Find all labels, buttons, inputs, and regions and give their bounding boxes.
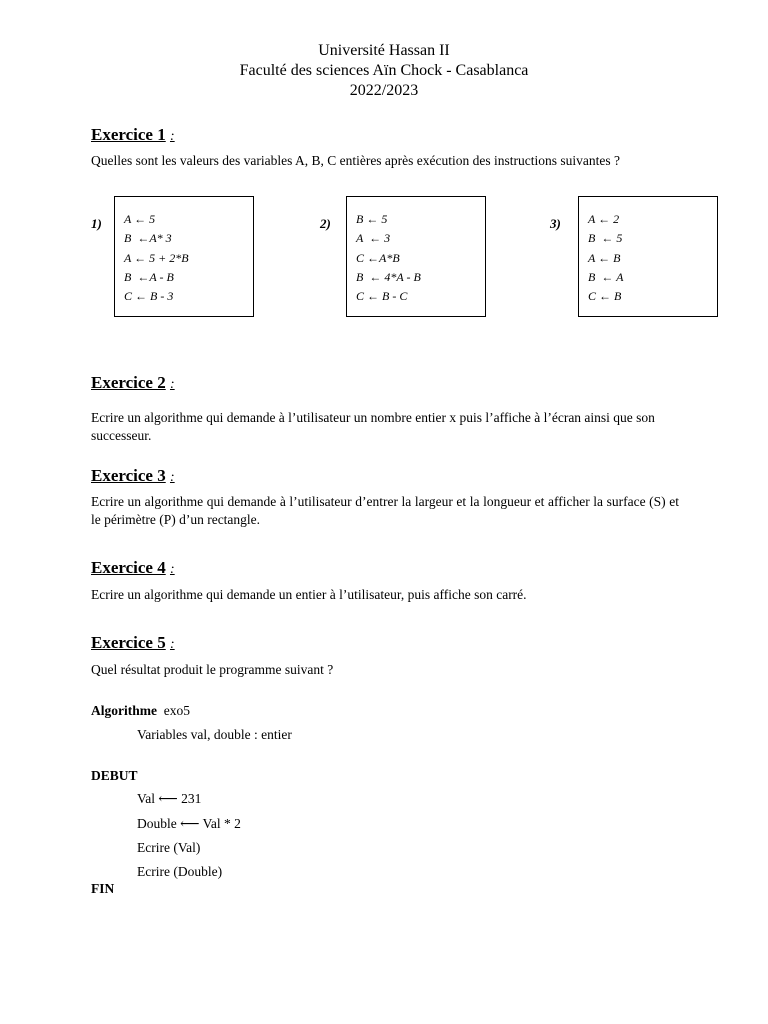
- algo-instruction: Ecrire (Val): [137, 840, 201, 855]
- ex3-text: Ecrire un algorithme qui demande à l’utilisateur d’entrer la largeur et la longueur et afficher la surface (S) et le périmètre (P) d’un rectangle.: [91, 494, 679, 527]
- instruction-line: C ← B - 3: [124, 289, 174, 304]
- ex5-title: Exercice 5 :: [91, 633, 175, 652]
- instruction-box-1: [114, 196, 254, 317]
- instruction-line: B ← 5: [588, 231, 623, 246]
- algo-variables: Variables val, double : entier: [137, 727, 292, 742]
- instruction-line: B ←A* 3: [124, 231, 172, 246]
- instruction-box-2: [346, 196, 486, 317]
- academic-year: 2022/2023: [349, 82, 419, 99]
- ex1-title: Exercice 1 :: [91, 125, 175, 144]
- box1-label: 1): [91, 216, 102, 231]
- algo-instruction: Double ⟵ Val * 2: [137, 816, 241, 831]
- faculty-name: Faculté des sciences Aïn Chock - Casablanca: [239, 62, 529, 79]
- instruction-line: C ←A*B: [356, 250, 400, 265]
- ex2-text: Ecrire un algorithme qui demande à l’utilisateur un nombre entier x puis l’affiche à l’écran ainsi que son successeur.: [91, 410, 655, 443]
- algo-instruction: Val ⟵ 231: [137, 791, 202, 806]
- ex1-question: Quelles sont les valeurs des variables A, B, C entières après exécution des instructions suivantes ?: [91, 153, 620, 168]
- algo-instruction: Ecrire (Double): [137, 864, 223, 879]
- ex2-title: Exercice 2 :: [91, 373, 175, 392]
- ex5-question: Quel résultat produit le programme suivant ?: [91, 662, 334, 677]
- algo-fin: FIN: [91, 881, 115, 896]
- instruction-line: C ← B: [588, 289, 622, 304]
- instruction-line: A ← 2: [588, 212, 620, 226]
- box3-label: 3): [550, 216, 561, 231]
- university-name: Université Hassan II: [318, 42, 450, 59]
- instruction-line: A ← 5: [124, 212, 156, 226]
- instruction-box-3: [578, 196, 718, 317]
- ex4-title: Exercice 4 :: [91, 558, 175, 577]
- instruction-line: A ← 3: [356, 231, 391, 246]
- ex3-title: Exercice 3 :: [91, 466, 175, 485]
- instruction-line: B ←A - B: [124, 269, 174, 284]
- algo-header: Algorithme exo5: [91, 703, 190, 718]
- instruction-line: B ← 5: [356, 212, 388, 226]
- instruction-line: A ← B: [588, 250, 621, 265]
- instruction-line: B ← 4*A - B: [356, 269, 421, 284]
- document-header: [0, 41, 768, 101]
- box2-label: 2): [320, 216, 331, 231]
- instruction-line: C ← B - C: [356, 289, 408, 304]
- instruction-line: B ← A: [588, 269, 624, 284]
- algo-debut: DEBUT: [91, 768, 138, 783]
- instruction-line: A ← 5 + 2*B: [124, 250, 189, 265]
- ex4-text: Ecrire un algorithme qui demande un entier à l’utilisateur, puis affiche son carré.: [91, 587, 527, 602]
